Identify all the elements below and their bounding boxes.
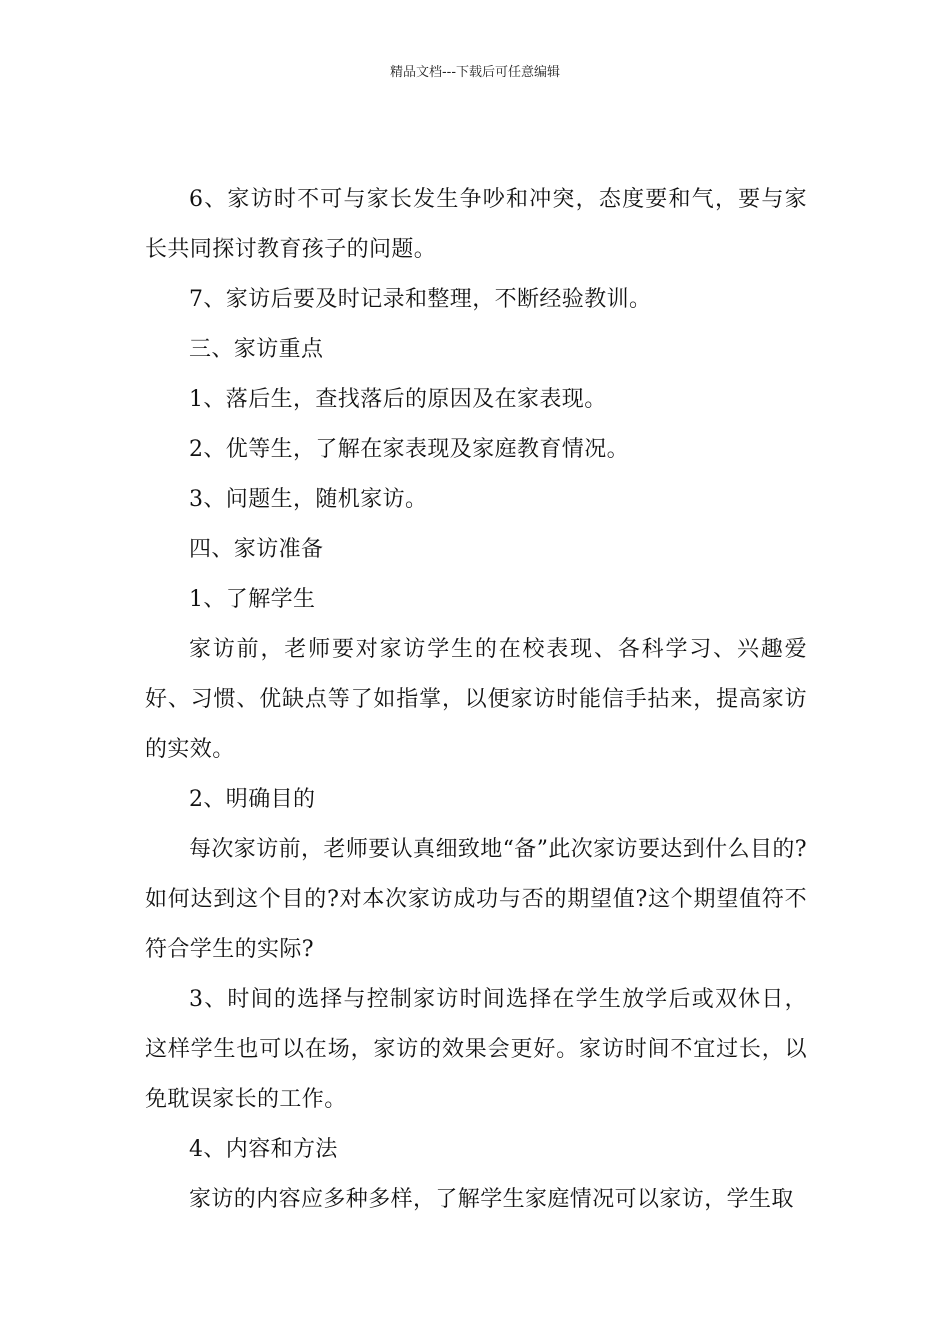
section-heading-focus: 三、家访重点 bbox=[189, 337, 324, 362]
paragraph-content-method: 家访的内容应多种多样，了解学生家庭情况可以家访，学生取 bbox=[189, 1187, 794, 1212]
subheading-content-method: 4、内容和方法 bbox=[189, 1137, 338, 1162]
paragraph-clear-goal: 每次家访前，老师要认真细致地“备”此次家访要达到什么目的?如何达到这个目的?对本次家访成功与否的期望值?这个期望值符不符合学生的实际? bbox=[145, 837, 807, 962]
paragraph-focus-3: 3、问题生，随机家访。 bbox=[189, 487, 428, 512]
paragraph-focus-1: 1、落后生，查找落后的原因及在家表现。 bbox=[189, 387, 607, 412]
paragraph-item-7-record: 7、家访后要及时记录和整理，不断经验教训。 bbox=[189, 287, 652, 312]
paragraph-time-selection: 3、时间的选择与控制家访时间选择在学生放学后或双休日，这样学生也可以在场，家访的效果会更好。家访时间不宜过长，以免耽误家长的工作。 bbox=[145, 987, 807, 1112]
document-body bbox=[145, 175, 807, 1225]
paragraph-item-6-conduct: 6、家访时不可与家长发生争吵和冲突，态度要和气，要与家长共同探讨教育孩子的问题。 bbox=[145, 187, 807, 262]
section-heading-preparation: 四、家访准备 bbox=[189, 537, 324, 562]
paragraph-know-students: 家访前，老师要对家访学生的在校表现、各科学习、兴趣爱好、习惯、优缺点等了如指掌，以便家访时能信手拈来，提高家访的实效。 bbox=[145, 637, 807, 762]
subheading-clear-goal: 2、明确目的 bbox=[189, 787, 316, 812]
paragraph-focus-2: 2、优等生，了解在家表现及家庭教育情况。 bbox=[189, 437, 629, 462]
subheading-know-students: 1、了解学生 bbox=[189, 587, 316, 612]
page-header: 精品文档---下载后可任意编辑 bbox=[389, 65, 561, 80]
